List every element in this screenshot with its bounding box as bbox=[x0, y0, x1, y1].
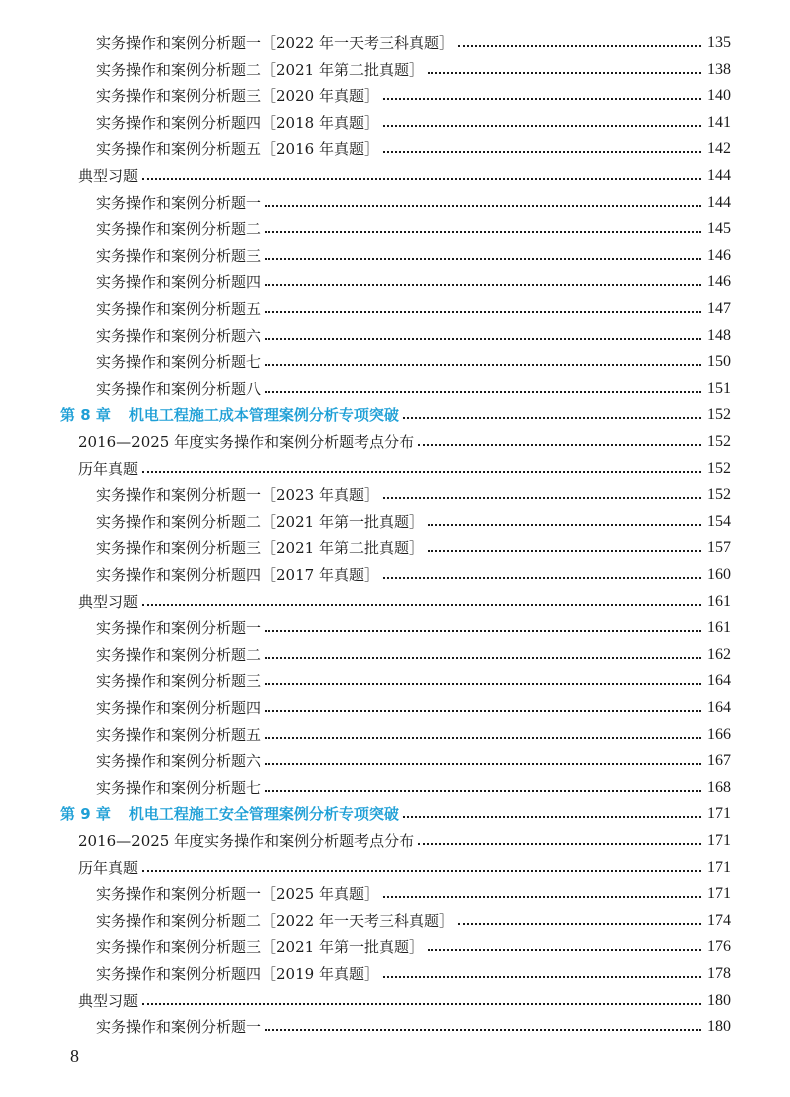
toc-item-row bbox=[96, 535, 731, 561]
toc-entry-label bbox=[96, 110, 379, 136]
dot-leader bbox=[265, 204, 701, 207]
toc-page-number: 161 bbox=[707, 619, 731, 636]
toc-entry-title: 实务操作和案例分析题七 bbox=[96, 779, 262, 797]
toc-entry-label bbox=[96, 190, 261, 216]
toc-item-row bbox=[96, 722, 731, 748]
page-number: 8 bbox=[70, 1046, 79, 1066]
toc-entry-label bbox=[78, 988, 138, 1014]
dot-leader bbox=[265, 656, 701, 659]
dot-leader bbox=[383, 895, 701, 898]
toc-entry-label bbox=[60, 801, 399, 827]
dot-leader bbox=[383, 97, 701, 100]
toc-entry-label bbox=[96, 243, 261, 269]
toc-page-number: 171 bbox=[707, 805, 731, 822]
toc-entry-title: 实务操作和案例分析题一 bbox=[96, 1018, 262, 1036]
toc-entry-label bbox=[96, 695, 261, 721]
toc-entry-title: 实务操作和案例分析题一［2022 年一天考三科真题］ bbox=[96, 34, 454, 52]
toc-page-number: 168 bbox=[707, 779, 731, 796]
toc-page-number: 164 bbox=[707, 672, 731, 689]
toc-entry-title: 实务操作和案例分析题六 bbox=[96, 327, 262, 345]
toc-entry-label bbox=[96, 1014, 261, 1040]
toc-page-number: 144 bbox=[707, 167, 731, 184]
toc-page-number: 171 bbox=[707, 859, 731, 876]
toc-item-row bbox=[96, 243, 731, 269]
toc-entry-title: 实务操作和案例分析题三［2020 年真题］ bbox=[96, 87, 379, 105]
dot-leader bbox=[428, 549, 701, 552]
toc-item-row bbox=[96, 668, 731, 694]
dot-leader bbox=[265, 257, 701, 260]
toc-page-number: 180 bbox=[707, 992, 731, 1009]
toc-entry-label bbox=[78, 828, 414, 854]
toc-item-row bbox=[96, 216, 731, 242]
toc-entry-label bbox=[96, 562, 379, 588]
toc-page-number: 152 bbox=[707, 486, 731, 503]
dot-leader bbox=[383, 150, 701, 153]
dot-leader bbox=[403, 416, 701, 419]
toc-item-row bbox=[96, 376, 731, 402]
toc-page-number: 135 bbox=[707, 34, 731, 51]
toc-page-number: 171 bbox=[707, 832, 731, 849]
toc-item-row bbox=[96, 748, 731, 774]
toc-item-row bbox=[96, 934, 731, 960]
toc-entry-label bbox=[96, 269, 261, 295]
dot-leader bbox=[265, 283, 701, 286]
dot-leader bbox=[428, 71, 701, 74]
dot-leader bbox=[383, 496, 701, 499]
dot-leader bbox=[265, 736, 701, 739]
toc-entry-title: 实务操作和案例分析题二［2021 年第二批真题］ bbox=[96, 61, 424, 79]
toc-page-number: 145 bbox=[707, 220, 731, 237]
toc-page-number: 146 bbox=[707, 247, 731, 264]
toc-entry-label bbox=[96, 881, 379, 907]
dot-leader bbox=[265, 629, 701, 632]
toc-entry-title: 实务操作和案例分析题五［2016 年真题］ bbox=[96, 140, 379, 158]
toc-entry-title: 典型习题 bbox=[78, 593, 139, 611]
toc-entry-title: 历年真题 bbox=[78, 460, 139, 478]
chapter-number: 第 8 章 bbox=[60, 406, 111, 424]
toc-entry-title: 实务操作和案例分析题一［2023 年真题］ bbox=[96, 486, 379, 504]
toc-entry-title: 2016—2025 年度实务操作和案例分析题考点分布 bbox=[78, 433, 415, 451]
toc-entry-title: 机电工程施工成本管理案例分析专项突破 bbox=[128, 406, 399, 424]
toc-entry-label bbox=[96, 722, 261, 748]
toc-entry-label bbox=[96, 748, 261, 774]
toc-entry-title: 实务操作和案例分析题四［2017 年真题］ bbox=[96, 566, 379, 584]
toc-entry-label bbox=[96, 961, 379, 987]
toc-entry-label bbox=[96, 57, 424, 83]
toc-item-row bbox=[96, 881, 731, 907]
toc-page-number: 150 bbox=[707, 353, 731, 370]
toc-item-row bbox=[96, 323, 731, 349]
toc-page-number: 152 bbox=[707, 406, 731, 423]
toc-entry-title: 历年真题 bbox=[78, 859, 139, 877]
dot-leader bbox=[383, 576, 701, 579]
dot-leader bbox=[142, 869, 701, 872]
toc-item-row bbox=[96, 615, 731, 641]
dot-leader bbox=[428, 523, 701, 526]
toc-entry-label bbox=[96, 775, 261, 801]
toc-entry-title: 实务操作和案例分析题七 bbox=[96, 353, 262, 371]
toc-entry-label bbox=[96, 349, 261, 375]
toc-item-row bbox=[96, 695, 731, 721]
dot-leader bbox=[265, 390, 701, 393]
toc-entry-label bbox=[96, 376, 261, 402]
toc-chapter-row bbox=[60, 801, 731, 827]
toc-page-number: 178 bbox=[707, 965, 731, 982]
toc-section-row bbox=[78, 163, 731, 189]
toc-page-number: 162 bbox=[707, 646, 731, 663]
toc-entry-title: 实务操作和案例分析题一［2025 年真题］ bbox=[96, 885, 379, 903]
toc-item-row bbox=[96, 562, 731, 588]
toc-entry-title: 实务操作和案例分析题一 bbox=[96, 619, 262, 637]
toc-item-row bbox=[96, 57, 731, 83]
toc-entry-title: 实务操作和案例分析题四［2018 年真题］ bbox=[96, 114, 379, 132]
toc-item-row bbox=[96, 349, 731, 375]
dot-leader bbox=[428, 948, 701, 951]
toc-entry-title: 实务操作和案例分析题三 bbox=[96, 247, 262, 265]
toc-item-row bbox=[96, 136, 731, 162]
toc-page-number: 152 bbox=[707, 460, 731, 477]
toc-entry-title: 机电工程施工安全管理案例分析专项突破 bbox=[128, 805, 399, 823]
toc-page-number: 161 bbox=[707, 593, 731, 610]
toc-entry-label bbox=[78, 456, 138, 482]
toc-section-row bbox=[78, 828, 731, 854]
toc-item-row bbox=[96, 509, 731, 535]
dot-leader bbox=[142, 177, 701, 180]
dot-leader bbox=[265, 762, 701, 765]
toc-item-row bbox=[96, 83, 731, 109]
toc-page-number: 140 bbox=[707, 87, 731, 104]
toc-entry-title: 实务操作和案例分析题六 bbox=[96, 752, 262, 770]
toc-page-number: 147 bbox=[707, 300, 731, 317]
toc-item-row bbox=[96, 961, 731, 987]
toc-page-number: 171 bbox=[707, 885, 731, 902]
toc-page-number: 152 bbox=[707, 433, 731, 450]
toc-page-number: 167 bbox=[707, 752, 731, 769]
toc-chapter-row bbox=[60, 402, 731, 428]
dot-leader bbox=[418, 842, 701, 845]
toc-entry-title: 实务操作和案例分析题三［2021 年第二批真题］ bbox=[96, 539, 424, 557]
toc-entry-label bbox=[96, 668, 261, 694]
toc-entry-label bbox=[96, 482, 379, 508]
dot-leader bbox=[383, 975, 701, 978]
toc-entry-title: 实务操作和案例分析题三 bbox=[96, 672, 262, 690]
toc-section-row bbox=[78, 456, 731, 482]
toc-page-number: 164 bbox=[707, 699, 731, 716]
toc-entry-label bbox=[96, 908, 454, 934]
toc-item-row bbox=[96, 642, 731, 668]
toc-entry-label bbox=[96, 934, 424, 960]
toc-entry-label bbox=[60, 402, 399, 428]
toc-entry-label bbox=[96, 30, 454, 56]
dot-leader bbox=[383, 124, 701, 127]
dot-leader bbox=[142, 1002, 701, 1005]
dot-leader bbox=[458, 922, 701, 925]
dot-leader bbox=[265, 363, 701, 366]
toc-entry-label bbox=[96, 642, 261, 668]
toc-page-number: 148 bbox=[707, 327, 731, 344]
toc-entry-label bbox=[96, 83, 379, 109]
toc-item-row bbox=[96, 775, 731, 801]
toc-entry-title: 实务操作和案例分析题四 bbox=[96, 699, 262, 717]
toc-entry-label bbox=[78, 855, 138, 881]
dot-leader bbox=[142, 603, 701, 606]
dot-leader bbox=[265, 709, 701, 712]
toc-item-row bbox=[96, 296, 731, 322]
dot-leader bbox=[403, 815, 701, 818]
chapter-number: 第 9 章 bbox=[60, 805, 111, 823]
toc-page-number: 174 bbox=[707, 912, 731, 929]
toc-entry-title: 实务操作和案例分析题八 bbox=[96, 380, 262, 398]
toc-section-row bbox=[78, 988, 731, 1014]
toc-entry-label bbox=[96, 296, 261, 322]
toc-entry-title: 实务操作和案例分析题五 bbox=[96, 300, 262, 318]
toc-item-row bbox=[96, 908, 731, 934]
toc-page-number: 151 bbox=[707, 380, 731, 397]
dot-leader bbox=[265, 230, 701, 233]
toc-item-row bbox=[96, 1014, 731, 1040]
toc-entry-title: 实务操作和案例分析题二［2021 年第一批真题］ bbox=[96, 513, 424, 531]
toc-section-row bbox=[78, 429, 731, 455]
toc-section-row bbox=[78, 855, 731, 881]
toc-page-number: 138 bbox=[707, 61, 731, 78]
toc-entry-label bbox=[96, 535, 424, 561]
toc-page-number: 176 bbox=[707, 938, 731, 955]
toc-entry-label bbox=[96, 323, 261, 349]
toc-page-number: 166 bbox=[707, 726, 731, 743]
toc-item-row bbox=[96, 110, 731, 136]
toc-entry-title: 2016—2025 年度实务操作和案例分析题考点分布 bbox=[78, 832, 415, 850]
toc-entry-title: 典型习题 bbox=[78, 992, 139, 1010]
toc-entry-label bbox=[96, 615, 261, 641]
toc-entry-label bbox=[78, 589, 138, 615]
toc-entry-title: 实务操作和案例分析题二 bbox=[96, 646, 262, 664]
toc-entry-label bbox=[96, 136, 379, 162]
toc-page-number: 141 bbox=[707, 114, 731, 131]
toc-page-number: 146 bbox=[707, 273, 731, 290]
dot-leader bbox=[418, 443, 701, 446]
dot-leader bbox=[265, 310, 701, 313]
toc-page-number: 180 bbox=[707, 1018, 731, 1035]
dot-leader bbox=[265, 789, 701, 792]
toc-entry-title: 实务操作和案例分析题五 bbox=[96, 726, 262, 744]
toc-item-row bbox=[96, 30, 731, 56]
toc-entry-label bbox=[96, 509, 424, 535]
toc-entry-title: 实务操作和案例分析题四 bbox=[96, 273, 262, 291]
toc-entry-label bbox=[78, 163, 138, 189]
toc-entry-title: 实务操作和案例分析题一 bbox=[96, 194, 262, 212]
toc-entry-title: 实务操作和案例分析题三［2021 年第一批真题］ bbox=[96, 938, 424, 956]
toc-item-row bbox=[96, 269, 731, 295]
toc-section-row bbox=[78, 589, 731, 615]
dot-leader bbox=[265, 682, 701, 685]
toc-item-row bbox=[96, 482, 731, 508]
dot-leader bbox=[265, 1028, 701, 1031]
toc-page-number: 142 bbox=[707, 140, 731, 157]
toc-page-number: 160 bbox=[707, 566, 731, 583]
toc-entry-label bbox=[78, 429, 414, 455]
toc-entry-title: 实务操作和案例分析题二［2022 年一天考三科真题］ bbox=[96, 912, 454, 930]
toc-page-number: 154 bbox=[707, 513, 731, 530]
toc-entry-title: 实务操作和案例分析题四［2019 年真题］ bbox=[96, 965, 379, 983]
toc-entry-title: 典型习题 bbox=[78, 167, 139, 185]
toc-item-row bbox=[96, 190, 731, 216]
toc-page-number: 144 bbox=[707, 194, 731, 211]
toc-page-number: 157 bbox=[707, 539, 731, 556]
toc-entry-title: 实务操作和案例分析题二 bbox=[96, 220, 262, 238]
dot-leader bbox=[458, 44, 701, 47]
dot-leader bbox=[265, 337, 701, 340]
toc-entry-label bbox=[96, 216, 261, 242]
dot-leader bbox=[142, 470, 701, 473]
